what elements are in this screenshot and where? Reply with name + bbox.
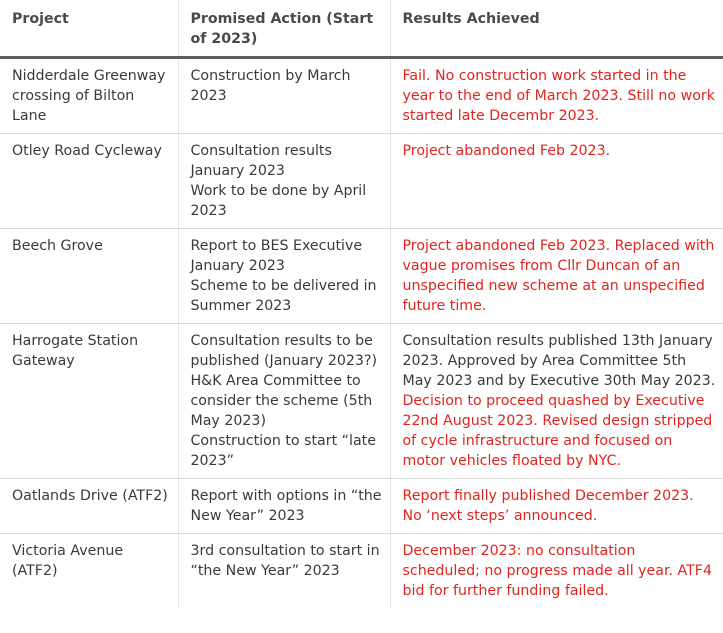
table-row: [0, 479, 723, 534]
table-row: [0, 324, 723, 479]
results-red-text: Project abandoned Feb 2023. Replaced with vague promises from Cllr Duncan of an unspecified new scheme at an unspecified future time.: [402, 238, 715, 314]
promised-line: Construction by March 2023: [190, 68, 351, 104]
promised-line: Scheme to be delivered in Summer 2023: [190, 278, 377, 314]
results-red-text: Project abandoned Feb 2023.: [402, 143, 611, 159]
results-red-text: Decision to proceed quashed by Executive 22nd August 2023. Revised design stripped of cycle infrastructure and focused on motor vehicles floated by NYC.: [402, 393, 713, 469]
results-plain-text: Consultation results published 13th January 2023. Approved by Area Committee 5th May 2023 and by Executive 30th May 2023.: [402, 333, 716, 389]
table-header-row: [0, 0, 723, 58]
project-cell: Harrogate Station Gateway: [0, 324, 178, 479]
results-cell: [390, 324, 723, 479]
project-cell: Beech Grove: [0, 229, 178, 324]
results-cell: [390, 229, 723, 324]
project-cell: Oatlands Drive (ATF2): [0, 479, 178, 534]
results-red-text: Report finally published December 2023. No ‘next steps’ announced.: [402, 488, 694, 524]
promised-cell: [178, 324, 390, 479]
project-cell: Victoria Avenue (ATF2): [0, 534, 178, 609]
project-cell: Otley Road Cycleway: [0, 134, 178, 229]
promised-line: 3rd consultation to start in “the New Year” 2023: [190, 543, 380, 579]
promised-line: Report to BES Executive January 2023: [190, 238, 363, 274]
header-promised-action: Promised Action (Start of 2023): [178, 0, 390, 58]
results-cell: [390, 534, 723, 609]
results-cell: [390, 58, 723, 134]
promised-cell: [178, 58, 390, 134]
header-project: Project: [0, 0, 178, 58]
promised-cell: [178, 134, 390, 229]
table-row: [0, 229, 723, 324]
promised-line: Report with options in “the New Year” 2023: [190, 488, 382, 524]
promised-cell: [178, 534, 390, 609]
promised-line: Construction to start “late 2023”: [190, 433, 376, 469]
results-cell: [390, 134, 723, 229]
promised-line: Consultation results to be published (January 2023?): [190, 333, 378, 369]
header-results-achieved: Results Achieved: [390, 0, 723, 58]
results-red-text: December 2023: no consultation scheduled; no progress made all year. ATF4 bid for further funding failed.: [402, 543, 712, 599]
table-row: [0, 134, 723, 229]
promised-line: Consultation results January 2023: [190, 143, 332, 179]
promised-line: H&K Area Committee to consider the scheme (5th May 2023): [190, 373, 373, 429]
promised-cell: [178, 479, 390, 534]
table-row: [0, 534, 723, 609]
results-cell: [390, 479, 723, 534]
promised-line: Work to be done by April 2023: [190, 183, 367, 219]
project-cell: Nidderdale Greenway crossing of Bilton Lane: [0, 58, 178, 134]
results-red-text: Fail. No construction work started in the year to the end of March 2023. Still no work started late Decembr 2023.: [402, 68, 715, 124]
table-row: [0, 58, 723, 134]
promised-cell: [178, 229, 390, 324]
